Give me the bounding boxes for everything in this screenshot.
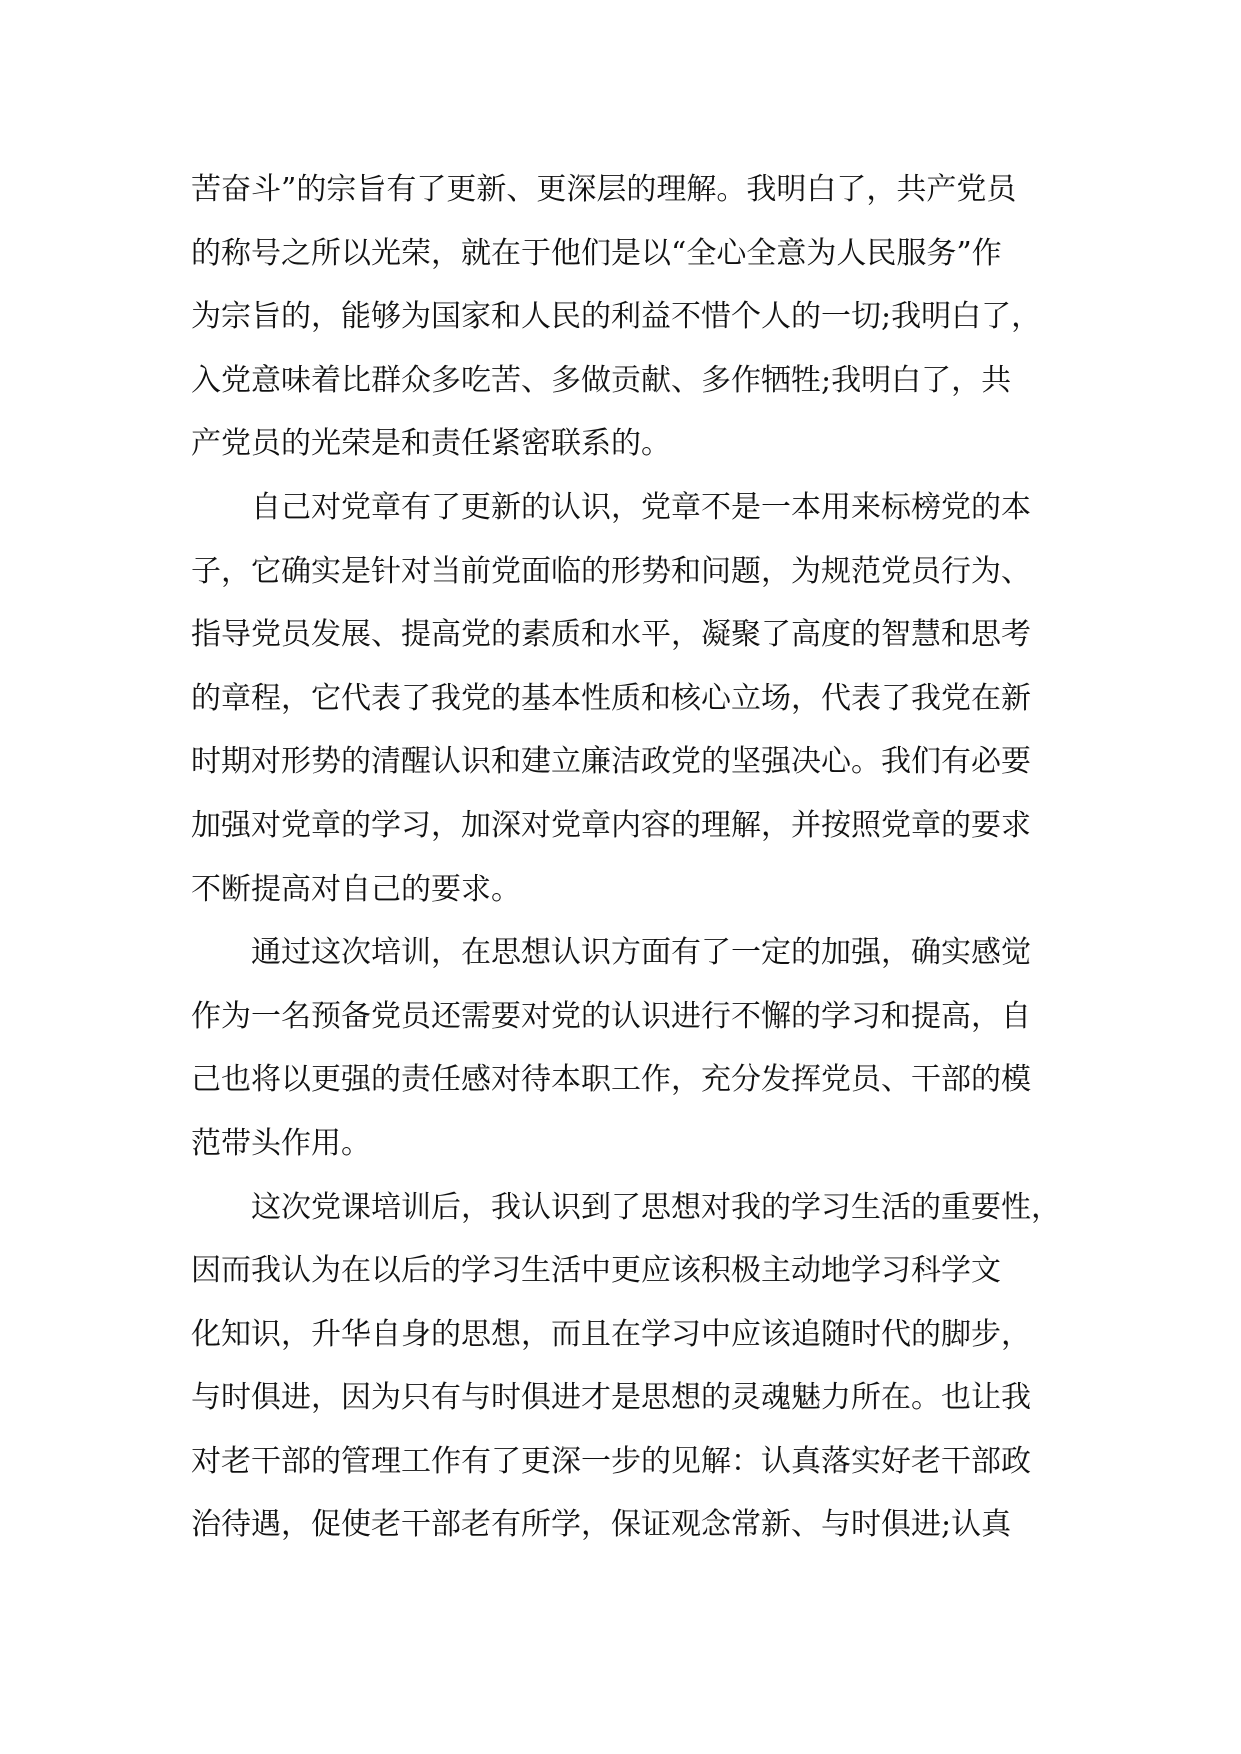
paragraph-first-line: 这次党课培训后，我认识到了思想对我的学习生活的重要性， [251,1189,1061,1225]
paragraph-line: 范带头作用。 [191,1125,371,1161]
paragraph-line: 加强对党章的学习，加深对党章内容的理解，并按照党章的要求 [191,807,1031,843]
paragraph-first-line: 通过这次培训，在思想认识方面有了一定的加强，确实感觉 [251,935,1031,971]
paragraph-line: 对老干部的管理工作有了更深一步的见解：认真落实好老干部政 [191,1443,1031,1479]
paragraph-line: 为宗旨的，能够为国家和人民的利益不惜个人的一切;我明白了， [191,299,1042,335]
paragraph-line: 苦奋斗”的宗旨有了更新、更深层的理解。我明白了，共产党员 [191,172,1017,207]
paragraph-line: 不断提高对自己的要求。 [191,871,521,907]
paragraph-line: 产党员的光荣是和责任紧密联系的。 [191,426,671,462]
paragraph-first-line: 自己对党章有了更新的认识，党章不是一本用来标榜党的本 [251,489,1031,525]
paragraph-1 [191,158,1071,476]
paragraph-line: 己也将以更强的责任感对待本职工作，充分发挥党员、干部的模 [191,1062,1031,1098]
paragraph-line: 因而我认为在以后的学习生活中更应该积极主动地学习科学文 [191,1253,1001,1289]
paragraph-4 [191,1176,1071,1558]
paragraph-line: 子，它确实是针对当前党面临的形势和问题，为规范党员行为、 [191,553,1031,589]
paragraph-line: 作为一名预备党员还需要对党的认识进行不懈的学习和提高，自 [191,998,1031,1034]
document-body [191,158,1071,1557]
paragraph-line: 与时俱进，因为只有与时俱进才是思想的灵魂魅力所在。也让我 [191,1380,1031,1416]
paragraph-2 [191,476,1071,921]
paragraph-line: 的称号之所以光荣，就在于他们是以“全心全意为人民服务”作 [191,235,1002,271]
paragraph-line: 化知识，升华自身的思想，而且在学习中应该追随时代的脚步， [191,1316,1031,1352]
paragraph-line: 时期对形势的清醒认识和建立廉洁政党的坚强决心。我们有必要 [191,744,1031,780]
paragraph-line: 指导党员发展、提高党的素质和水平，凝聚了高度的智慧和思考 [191,617,1031,653]
paragraph-line: 的章程，它代表了我党的基本性质和核心立场，代表了我党在新 [191,680,1031,716]
paragraph-line: 治待遇，促使老干部老有所学，保证观念常新、与时俱进;认真 [191,1507,1012,1543]
paragraph-line: 入党意味着比群众多吃苦、多做贡献、多作牺牲;我明白了，共 [191,362,1012,398]
paragraph-3 [191,921,1071,1175]
